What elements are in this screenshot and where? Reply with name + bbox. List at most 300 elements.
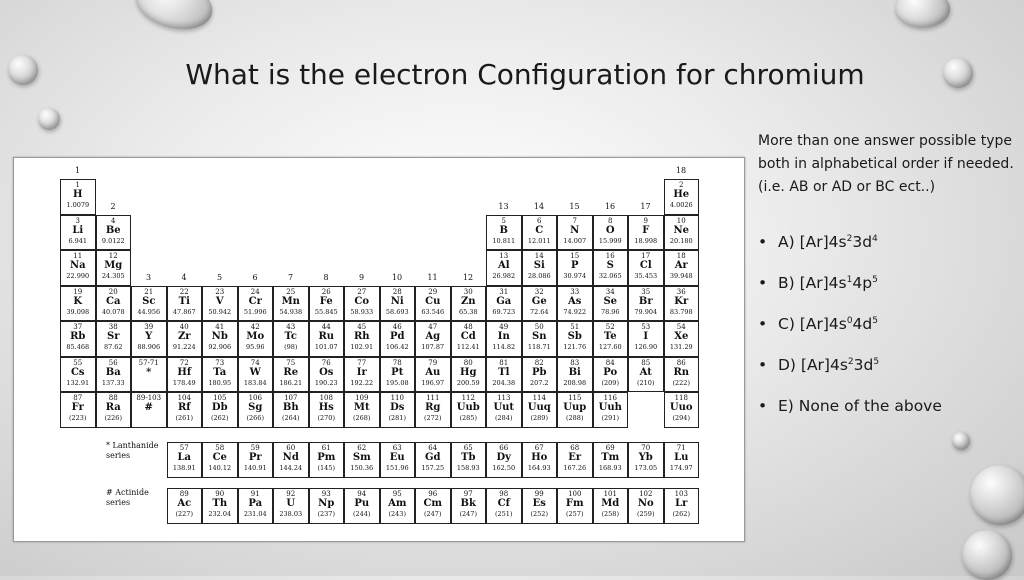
atomic-mass: (247) <box>459 510 477 518</box>
atomic-mass: 167.26 <box>563 464 587 472</box>
atomic-mass: 196.97 <box>421 378 445 387</box>
atomic-number: 47 <box>428 323 438 331</box>
atomic-number: 52 <box>605 323 615 331</box>
atomic-number: 57-71 <box>138 358 159 367</box>
element-cell <box>486 321 522 357</box>
group-label: 16 <box>604 202 616 211</box>
atomic-number: 12 <box>108 252 118 260</box>
element-cell <box>202 392 238 428</box>
element-cell <box>273 357 309 393</box>
atomic-number: 89 <box>179 490 189 498</box>
water-drop-decoration <box>130 0 218 37</box>
element-symbol: Nb <box>211 331 228 342</box>
element-cell <box>273 286 309 322</box>
atomic-mass: 138.91 <box>172 464 196 472</box>
element-cell <box>131 321 167 357</box>
atomic-mass: 195.08 <box>385 378 409 387</box>
element-symbol: At <box>639 366 652 378</box>
group-label: 13 <box>498 202 509 211</box>
atomic-mass: (268) <box>353 414 371 422</box>
element-cell <box>238 488 274 524</box>
element-symbol: Sc <box>142 295 156 307</box>
element-symbol: Hs <box>318 402 334 413</box>
atomic-mass: 40.078 <box>101 307 125 316</box>
atomic-mass: 127.60 <box>598 343 622 351</box>
element-symbol: N <box>570 224 580 236</box>
element-symbol: Pa <box>248 498 263 509</box>
atomic-number: 81 <box>499 358 509 367</box>
atomic-mass: 24.305 <box>101 272 125 280</box>
element-symbol: Ti <box>178 295 190 307</box>
element-symbol: Cd <box>460 331 476 342</box>
element-symbol: Tm <box>601 452 620 463</box>
atomic-mass: 118.71 <box>527 343 551 351</box>
element-symbol: U <box>286 498 296 509</box>
atomic-number: 3 <box>75 216 80 225</box>
element-symbol: Uuh <box>598 402 622 413</box>
element-cell <box>309 442 345 478</box>
element-symbol: Pd <box>389 331 405 342</box>
option-c: • C) $[Ar]4s^04d^5$ <box>758 315 878 333</box>
element-symbol: K <box>73 295 83 307</box>
atomic-number: 79 <box>428 358 438 367</box>
element-symbol: Na <box>69 260 86 271</box>
element-symbol: Cr <box>248 295 262 307</box>
element-symbol: Bi <box>568 366 581 378</box>
element-symbol: Ru <box>318 331 335 342</box>
element-symbol: Bk <box>460 498 476 509</box>
atomic-mass: 112.41 <box>456 343 480 351</box>
atomic-number: 65 <box>463 444 473 452</box>
atomic-number: 85 <box>641 358 651 367</box>
element-symbol: Ho <box>531 452 548 463</box>
element-symbol: Ba <box>105 366 121 378</box>
atomic-number: 18 <box>676 252 686 260</box>
atomic-mass: 87.62 <box>103 343 123 351</box>
atomic-number: 61 <box>321 444 331 452</box>
atomic-mass: 137.33 <box>101 378 125 387</box>
atomic-mass: 18.998 <box>634 236 658 245</box>
atomic-mass: 144.24 <box>279 464 303 472</box>
element-symbol: Uub <box>456 402 480 413</box>
atomic-number: 20 <box>108 287 118 296</box>
element-cell <box>60 357 96 393</box>
atomic-number: 26 <box>321 287 331 296</box>
atomic-number: 89-103 <box>136 394 162 402</box>
element-cell <box>664 488 700 524</box>
element-symbol: As <box>568 295 582 307</box>
element-symbol: Pt <box>391 366 404 378</box>
element-symbol: Uuq <box>527 402 551 413</box>
atomic-mass: 50.942 <box>208 307 232 316</box>
element-cell <box>96 215 132 251</box>
element-symbol: Ag <box>425 331 441 342</box>
atomic-mass: 157.25 <box>421 464 445 472</box>
bullet-icon: • <box>758 397 768 415</box>
element-symbol: Li <box>72 224 84 236</box>
atomic-mass: 101.07 <box>314 343 338 351</box>
element-cell <box>380 286 416 322</box>
atomic-mass: 200.59 <box>456 378 480 387</box>
element-cell <box>664 215 700 251</box>
element-cell <box>522 392 558 428</box>
atomic-number: 10 <box>676 216 686 225</box>
atomic-mass: 47.867 <box>172 307 196 316</box>
element-symbol: La <box>177 452 191 463</box>
element-cell <box>522 215 558 251</box>
atomic-number: 90 <box>215 490 225 498</box>
element-symbol: Tl <box>498 366 510 378</box>
element-symbol: Th <box>212 498 228 509</box>
atomic-number: 38 <box>108 323 118 331</box>
atomic-number: 63 <box>392 444 402 452</box>
element-cell <box>451 286 487 322</box>
element-symbol: Fr <box>71 402 84 413</box>
atomic-number: 112 <box>461 394 475 402</box>
atomic-mass: 95.96 <box>245 343 265 351</box>
atomic-mass: 150.36 <box>350 464 374 472</box>
element-cell <box>60 250 96 286</box>
atomic-number: 50 <box>534 323 544 331</box>
element-symbol: Po <box>603 366 618 378</box>
atomic-number: 32 <box>534 287 544 296</box>
atomic-number: 21 <box>144 287 154 296</box>
atomic-number: 114 <box>532 394 546 402</box>
element-symbol: Rb <box>70 331 86 342</box>
atomic-number: 53 <box>641 323 651 331</box>
element-symbol: Ds <box>390 402 405 413</box>
atomic-number: 14 <box>534 252 544 260</box>
atomic-number: 49 <box>499 323 509 331</box>
atomic-number: 108 <box>319 394 333 402</box>
atomic-mass: 58.933 <box>350 307 374 316</box>
element-cell <box>593 321 629 357</box>
atomic-mass: 55.845 <box>314 307 338 316</box>
atomic-mass: 204.38 <box>492 378 516 387</box>
group-label: 9 <box>358 273 365 282</box>
atomic-mass: 58.693 <box>385 307 409 316</box>
element-symbol: Rg <box>425 402 441 413</box>
atomic-mass: 173.05 <box>634 464 658 472</box>
element-cell <box>415 357 451 393</box>
element-symbol: S <box>606 260 614 271</box>
atomic-mass: 85.468 <box>66 343 90 351</box>
element-cell <box>664 442 700 478</box>
group-label: 6 <box>252 273 258 282</box>
element-cell <box>273 321 309 357</box>
water-drop-decoration <box>38 108 60 130</box>
element-cell <box>167 392 203 428</box>
atomic-number: 88 <box>108 394 118 402</box>
atomic-mass: (210) <box>637 378 655 387</box>
element-cell <box>60 179 96 215</box>
element-symbol: Fm <box>565 498 584 509</box>
atomic-mass: 83.798 <box>669 307 693 316</box>
element-cell <box>628 286 664 322</box>
atomic-number: 22 <box>179 287 189 296</box>
element-symbol: Mo <box>246 331 265 342</box>
element-symbol: Ca <box>106 295 121 307</box>
group-label: 5 <box>216 273 223 282</box>
element-cell <box>451 392 487 428</box>
element-symbol: Al <box>497 260 510 271</box>
atomic-number: 83 <box>570 358 580 367</box>
atomic-number: 17 <box>641 252 651 260</box>
atomic-mass: 6.941 <box>68 236 88 245</box>
element-symbol: Sr <box>107 331 120 342</box>
element-symbol: W <box>249 366 261 378</box>
element-cell <box>557 357 593 393</box>
element-symbol: Zr <box>177 331 191 342</box>
atomic-number: 43 <box>286 323 296 331</box>
element-symbol: Ra <box>105 402 121 413</box>
atomic-number: 97 <box>463 490 473 498</box>
atomic-number: 39 <box>144 323 154 331</box>
element-cell <box>131 392 167 428</box>
element-cell <box>167 357 203 393</box>
element-cell <box>202 488 238 524</box>
atomic-number: 6 <box>537 216 542 225</box>
atomic-number: 68 <box>570 444 580 452</box>
atomic-mass: 106.42 <box>385 343 409 351</box>
element-symbol: Hf <box>177 366 192 378</box>
atomic-number: 73 <box>215 358 225 367</box>
atomic-mass: 121.76 <box>563 343 587 351</box>
element-cell <box>131 357 167 393</box>
group-label: 18 <box>675 166 687 175</box>
element-symbol: Np <box>318 498 335 509</box>
atomic-mass: (272) <box>424 414 442 422</box>
element-cell <box>60 321 96 357</box>
element-cell <box>486 442 522 478</box>
element-cell <box>522 442 558 478</box>
atomic-number: 96 <box>428 490 438 498</box>
atomic-mass: 162.50 <box>492 464 516 472</box>
atomic-number: 41 <box>215 323 225 331</box>
atomic-number: 95 <box>392 490 402 498</box>
element-cell <box>628 250 664 286</box>
element-cell <box>451 488 487 524</box>
atomic-mass: (291) <box>601 414 619 422</box>
atomic-number: 19 <box>73 287 83 296</box>
atomic-number: 62 <box>357 444 367 452</box>
element-cell <box>344 286 380 322</box>
element-symbol: Uup <box>563 402 587 413</box>
element-symbol: Br <box>638 295 653 307</box>
atomic-number: 23 <box>215 287 225 296</box>
element-symbol: No <box>637 498 654 509</box>
element-symbol: Cs <box>70 366 85 378</box>
element-cell <box>60 286 96 322</box>
element-cell <box>415 392 451 428</box>
atomic-number: 15 <box>570 252 580 260</box>
atomic-mass: 14.007 <box>563 236 587 245</box>
atomic-mass: 65.38 <box>458 307 478 316</box>
atomic-mass: (261) <box>175 414 193 422</box>
atomic-mass: (237) <box>317 510 335 518</box>
atomic-mass: 32.065 <box>598 272 622 280</box>
element-symbol: Co <box>354 295 370 307</box>
atomic-number: 29 <box>428 287 438 296</box>
element-cell <box>451 321 487 357</box>
element-cell <box>238 321 274 357</box>
atomic-mass: 63.546 <box>421 307 445 316</box>
element-cell <box>309 392 345 428</box>
atomic-number: 110 <box>390 394 404 402</box>
atomic-mass: 207.2 <box>529 378 549 387</box>
atomic-number: 69 <box>605 444 615 452</box>
atomic-mass: 192.22 <box>350 378 374 387</box>
atomic-mass: 74.922 <box>563 307 587 316</box>
element-cell <box>344 442 380 478</box>
atomic-number: 54 <box>676 323 686 331</box>
element-cell <box>522 321 558 357</box>
atomic-number: 113 <box>497 394 511 402</box>
element-cell <box>557 250 593 286</box>
element-symbol: Mn <box>281 295 300 307</box>
element-symbol: Uut <box>493 402 515 413</box>
atomic-mass: 44.956 <box>137 307 161 316</box>
atomic-mass: (223) <box>69 414 87 422</box>
bullet-icon: • <box>758 315 768 333</box>
element-symbol: Y <box>145 331 153 342</box>
element-cell <box>628 357 664 393</box>
element-symbol: Eu <box>389 452 405 463</box>
atomic-number: 104 <box>177 394 191 402</box>
option-b: • B) $[Ar]4s^14p^5$ <box>758 274 878 292</box>
atomic-number: 44 <box>321 323 331 331</box>
element-symbol: Am <box>388 498 407 509</box>
element-cell <box>628 442 664 478</box>
atomic-number: 33 <box>570 287 580 296</box>
lanthanide-series-label: * Lanthanide series <box>106 441 159 460</box>
atomic-number: 115 <box>568 394 582 402</box>
atomic-number: 91 <box>250 490 260 498</box>
element-symbol: Ge <box>531 295 547 307</box>
atomic-number: 57 <box>179 444 189 452</box>
element-cell <box>380 392 416 428</box>
element-cell <box>167 442 203 478</box>
atomic-number: 92 <box>286 490 296 498</box>
element-symbol: Be <box>105 224 121 236</box>
element-cell <box>167 286 203 322</box>
atomic-number: 86 <box>676 358 686 367</box>
element-cell <box>273 392 309 428</box>
element-symbol: Xe <box>674 331 689 342</box>
atomic-mass: 164.93 <box>527 464 551 472</box>
element-cell <box>522 286 558 322</box>
atomic-mass: (288) <box>566 414 584 422</box>
element-symbol: Mt <box>353 402 370 413</box>
atomic-mass: (258) <box>601 510 619 518</box>
atomic-mass: (284) <box>495 414 513 422</box>
group-label: 2 <box>110 202 116 211</box>
element-cell <box>380 488 416 524</box>
element-symbol: Pu <box>354 498 370 509</box>
atomic-number: 105 <box>213 394 227 402</box>
bullet-icon: • <box>758 356 768 374</box>
element-symbol: Se <box>603 295 618 307</box>
element-cell <box>344 321 380 357</box>
element-symbol: Er <box>568 452 582 463</box>
atomic-number: 66 <box>499 444 509 452</box>
element-cell <box>628 215 664 251</box>
atomic-number: 102 <box>639 490 653 498</box>
element-cell <box>628 321 664 357</box>
group-label: 4 <box>181 273 187 282</box>
element-symbol: B <box>499 224 508 236</box>
element-cell <box>309 321 345 357</box>
atomic-mass: (294) <box>672 414 690 422</box>
element-cell <box>96 286 132 322</box>
element-symbol: Te <box>603 331 617 342</box>
atomic-number: 7 <box>572 216 577 225</box>
element-cell <box>60 215 96 251</box>
group-label: 14 <box>533 202 545 211</box>
atomic-number: 51 <box>570 323 580 331</box>
element-cell <box>628 488 664 524</box>
atomic-mass: (285) <box>459 414 477 422</box>
atomic-number: 2 <box>679 181 684 189</box>
element-symbol: Gd <box>424 452 441 463</box>
element-symbol: # <box>144 402 153 413</box>
element-cell <box>593 357 629 393</box>
element-cell <box>522 250 558 286</box>
element-symbol: Tc <box>284 331 297 342</box>
atomic-number: 37 <box>73 323 83 331</box>
element-symbol: V <box>215 295 224 307</box>
slide-title: What is the electron Configuration for chromium <box>185 58 865 91</box>
atomic-number: 101 <box>603 490 617 498</box>
element-symbol: Kr <box>674 295 689 307</box>
periodic-table-image <box>13 157 745 542</box>
atomic-number: 13 <box>499 252 509 260</box>
atomic-mass: 91.224 <box>172 343 196 351</box>
element-symbol: Zn <box>460 295 476 307</box>
element-cell <box>415 442 451 478</box>
element-cell <box>415 488 451 524</box>
element-cell <box>309 488 345 524</box>
element-symbol: Hg <box>460 366 477 378</box>
element-symbol: Fe <box>319 295 333 307</box>
atomic-number: 48 <box>463 323 473 331</box>
element-cell <box>664 179 700 215</box>
element-cell <box>486 250 522 286</box>
atomic-number: 56 <box>108 358 118 367</box>
water-drop-decoration <box>895 0 950 28</box>
atomic-number: 36 <box>676 287 686 296</box>
element-cell <box>593 488 629 524</box>
element-symbol: Bh <box>282 402 299 413</box>
element-cell <box>557 442 593 478</box>
atomic-number: 111 <box>426 394 440 402</box>
atomic-mass: 39.948 <box>669 272 693 280</box>
element-symbol: Ta <box>213 366 227 378</box>
element-symbol: Si <box>533 260 545 271</box>
bullet-icon: • <box>758 274 768 292</box>
atomic-mass: 20.180 <box>669 236 693 245</box>
atomic-number: 94 <box>357 490 367 498</box>
atomic-number: 9 <box>643 216 648 225</box>
atomic-number: 80 <box>463 358 473 367</box>
atomic-mass: 9.0122 <box>101 236 125 245</box>
element-cell <box>522 357 558 393</box>
element-symbol: Cu <box>425 295 441 307</box>
element-cell <box>522 488 558 524</box>
element-cell <box>664 392 700 428</box>
atomic-mass: 140.91 <box>243 464 267 472</box>
actinide-series-label: # Actinide series <box>106 488 149 507</box>
